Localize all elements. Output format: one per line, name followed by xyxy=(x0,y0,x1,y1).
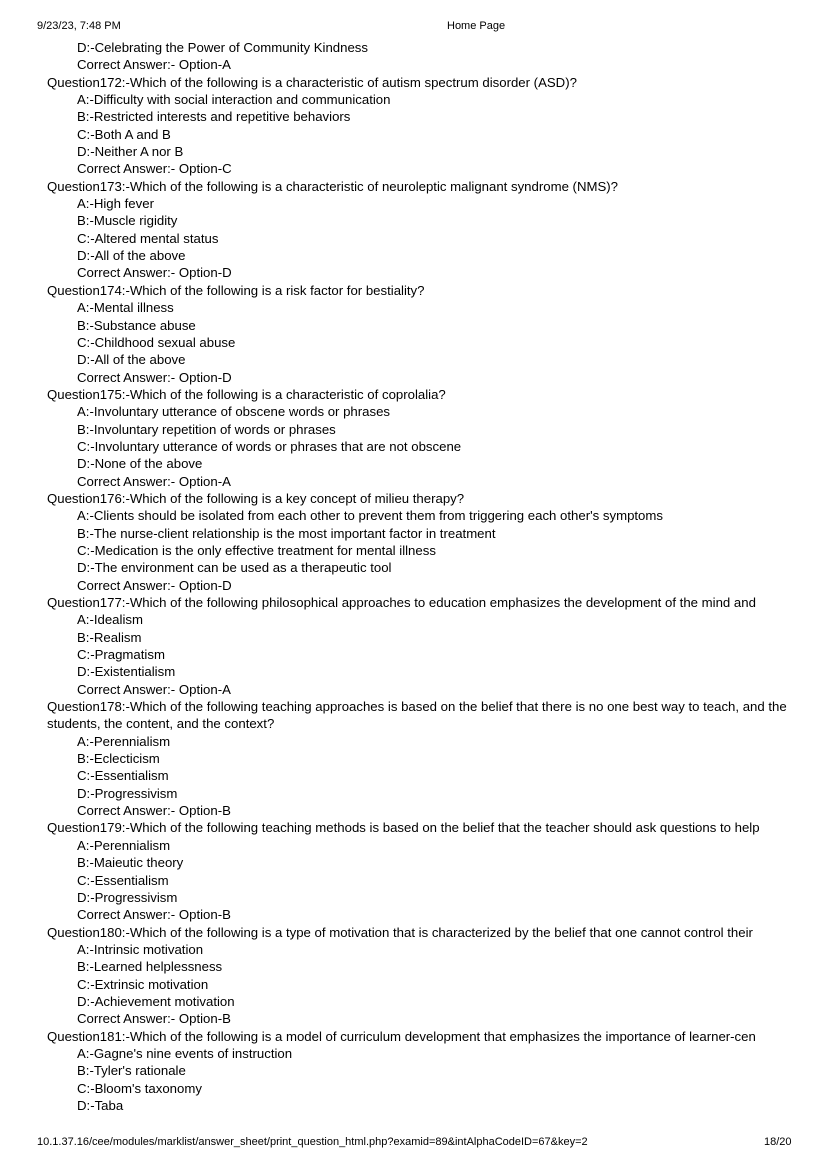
correct-answer: Correct Answer:- Option-B xyxy=(77,907,231,923)
answer-option: B:-Maieutic theory xyxy=(77,855,184,871)
question-text: Question175:-Which of the following is a characteristic of coprolalia? xyxy=(47,386,446,402)
answer-option: C:-Altered mental status xyxy=(77,230,219,246)
question-block xyxy=(47,594,789,698)
answer-option: A:-Mental illness xyxy=(77,300,174,316)
question-text: Question176:-Which of the following is a key concept of milieu therapy? xyxy=(47,490,465,506)
answer-option: B:-The nurse-client relationship is the most important factor in treatment xyxy=(77,525,496,541)
answer-option: C:-Involuntary utterance of words or phrases that are not obscene xyxy=(77,438,462,454)
answer-option: C:-Essentialism xyxy=(77,768,169,784)
answer-option: D:-All of the above xyxy=(77,352,186,368)
question-block xyxy=(47,698,789,819)
answer-option: C:-Childhood sexual abuse xyxy=(77,334,236,350)
question-block xyxy=(47,178,789,282)
page-url: 10.1.37.16/cee/modules/marklist/answer_sheet/print_question_html.php?examid=89&intAlphaCodeID=67&key=2 xyxy=(37,1136,588,1148)
correct-answer: Correct Answer:- Option-B xyxy=(77,1011,231,1027)
question-block xyxy=(47,819,789,923)
question-block xyxy=(47,924,789,1028)
question-text: Question174:-Which of the following is a risk factor for bestiality? xyxy=(47,282,425,298)
answer-option: B:-Eclecticism xyxy=(77,751,160,767)
answer-option: D:-Progressivism xyxy=(77,889,178,905)
answer-option: A:-Involuntary utterance of obscene words or phrases xyxy=(77,404,391,420)
answer-option: C:-Bloom's taxonomy xyxy=(77,1080,202,1096)
answer-option: A:-Perennialism xyxy=(77,733,171,749)
answer-option: D:-Existentialism xyxy=(77,664,176,680)
correct-answer: Correct Answer:- Option-C xyxy=(77,161,232,177)
answer-option: B:-Restricted interests and repetitive behaviors xyxy=(77,109,351,125)
page-title: Home Page xyxy=(447,20,506,32)
answer-option: D:-Neither A nor B xyxy=(77,144,184,160)
correct-answer: Correct Answer:- Option-D xyxy=(77,369,232,385)
answer-option: A:-Idealism xyxy=(77,612,143,628)
answer-option: D:-The environment can be used as a therapeutic tool xyxy=(77,560,392,576)
answer-option: D:-Progressivism xyxy=(77,785,178,801)
question-text: Question181:-Which of the following is a model of curriculum development that emphasizes the importance of learner-cen xyxy=(47,1028,756,1044)
answer-option: A:-Perennialism xyxy=(77,837,171,853)
answer-option: A:-Clients should be isolated from each other to prevent them from triggering each other's symptoms xyxy=(77,508,663,524)
question-block xyxy=(47,490,789,594)
correct-answer: Correct Answer:- Option-D xyxy=(77,265,232,281)
answer-option: B:-Muscle rigidity xyxy=(77,213,178,229)
answer-option: A:-Gagne's nine events of instruction xyxy=(77,1045,293,1061)
answer-option: D:-Achievement motivation xyxy=(77,993,235,1009)
question-text: Question179:-Which of the following teaching methods is based on the belief that the teacher should ask questions to help xyxy=(47,820,760,836)
correct-answer: Correct Answer:- Option-A xyxy=(77,681,231,697)
answer-option: C:-Essentialism xyxy=(77,872,169,888)
question-block xyxy=(47,74,789,178)
answer-option: A:-Difficulty with social interaction and communication xyxy=(77,92,391,108)
answer-option: A:-Intrinsic motivation xyxy=(77,941,204,957)
answer-option: C:-Extrinsic motivation xyxy=(77,976,209,992)
answer-option: A:-High fever xyxy=(77,196,154,212)
answer-option: D:-Taba xyxy=(77,1097,124,1113)
answer-option: B:-Tyler's rationale xyxy=(77,1063,186,1079)
answer-option: B:-Involuntary repetition of words or phrases xyxy=(77,421,336,437)
carry-over-option-d: D:-Celebrating the Power of Community Kindness xyxy=(77,40,368,55)
page-number: 18/20 xyxy=(764,1136,792,1148)
carry-over-correct-answer: Correct Answer:- Option-A xyxy=(77,57,231,73)
question-block xyxy=(47,282,789,386)
question-text: Question172:-Which of the following is a characteristic of autism spectrum disorder (ASD)? xyxy=(47,74,577,90)
answer-option: B:-Learned helplessness xyxy=(77,959,223,975)
answer-option: B:-Substance abuse xyxy=(77,317,196,333)
question-list xyxy=(47,39,789,1114)
question-block xyxy=(47,1028,789,1115)
question-text: Question180:-Which of the following is a type of motivation that is characterized by the belief that one cannot control their xyxy=(47,924,753,940)
correct-answer: Correct Answer:- Option-D xyxy=(77,577,232,593)
answer-option: D:-None of the above xyxy=(77,456,203,472)
question-text: Question178:-Which of the following teaching approaches is based on the belief that there is no one best way to teach, and the students, the content, and the context? xyxy=(47,699,787,732)
answer-option: C:-Pragmatism xyxy=(77,647,165,663)
answer-option: D:-All of the above xyxy=(77,248,186,264)
correct-answer: Correct Answer:- Option-B xyxy=(77,803,231,819)
question-text: Question173:-Which of the following is a characteristic of neuroleptic malignant syndrome (NMS)? xyxy=(47,178,618,194)
question-block xyxy=(47,386,789,490)
answer-option: B:-Realism xyxy=(77,629,142,645)
answer-option: C:-Both A and B xyxy=(77,126,171,142)
answer-option: C:-Medication is the only effective treatment for mental illness xyxy=(77,542,436,558)
correct-answer: Correct Answer:- Option-A xyxy=(77,473,231,489)
print-datetime: 9/23/23, 7:48 PM xyxy=(37,20,121,32)
question-text: Question177:-Which of the following philosophical approaches to education emphasizes the development of the mind and xyxy=(47,595,756,610)
